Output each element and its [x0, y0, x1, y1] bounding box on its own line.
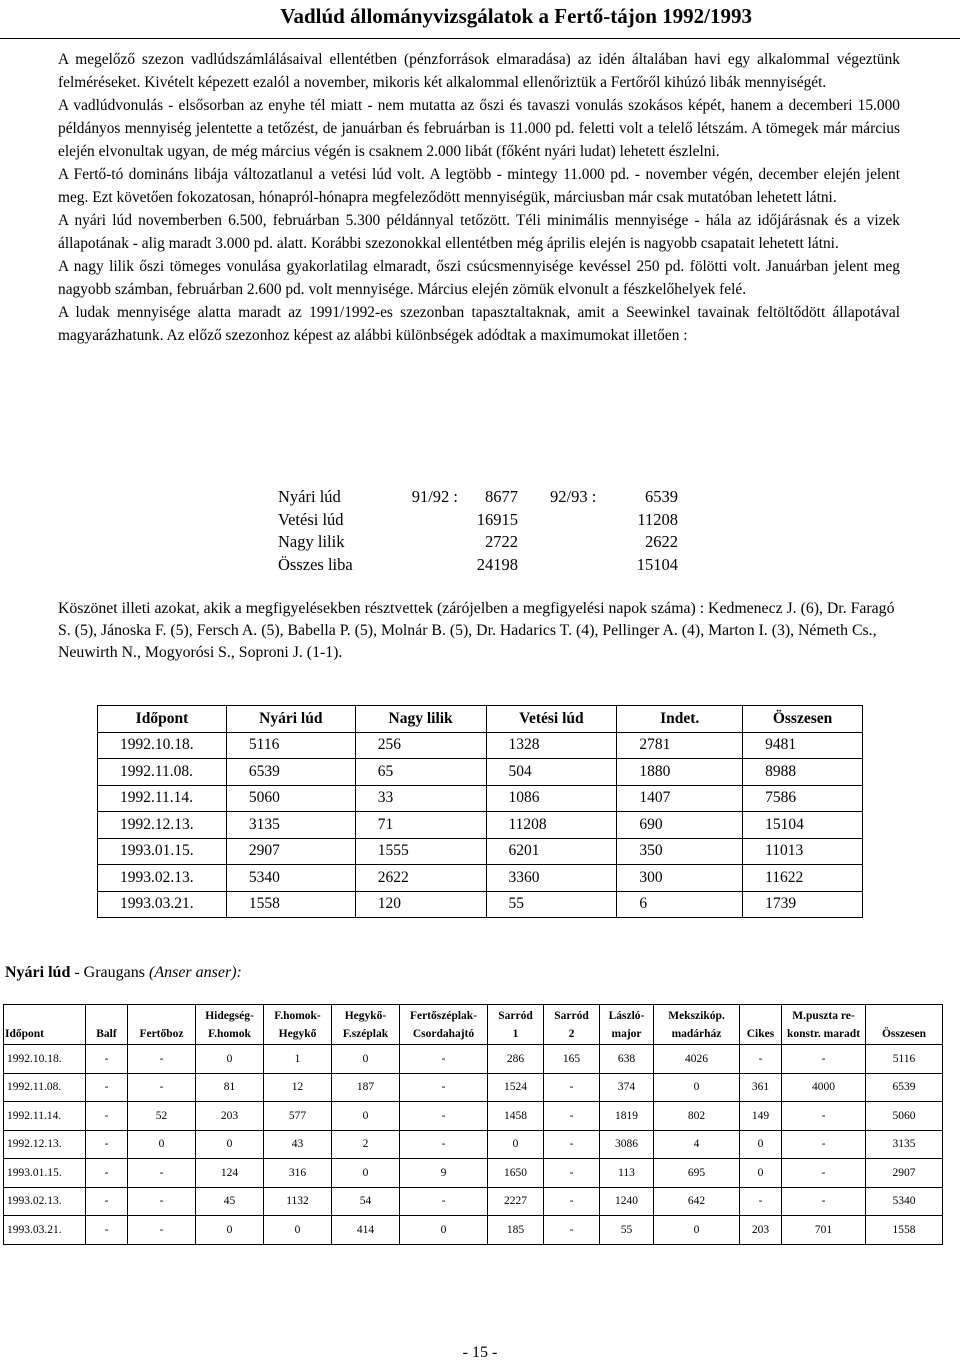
count-cell: 361 — [740, 1073, 782, 1102]
paragraph: A megelőző szezon vadlúdszámlálásaival ellentétben (pénzforrások elmaradása) az idén általában havi egy alkalommal végeztünk felméréseket. Kivételt képezett ezalól a november, mikoris két alkalommal ellenőriztük a Fertőről kihúzó libák mennyiségét. — [58, 51, 900, 91]
species-latin: (Anser anser): — [148, 964, 242, 981]
count-cell: 71 — [355, 812, 486, 839]
count-cell: - — [86, 1130, 128, 1159]
table-row — [4, 1045, 943, 1074]
count-cell: 149 — [740, 1102, 782, 1131]
count-cell: 316 — [264, 1159, 332, 1188]
column-header: Nagy lilik — [355, 706, 486, 733]
count-cell: 0 — [332, 1045, 400, 1074]
date-cell: 1993.01.15. — [4, 1159, 86, 1188]
count-cell: 577 — [264, 1102, 332, 1131]
count-cell: 256 — [355, 732, 486, 759]
species-german: - Graugans — [70, 964, 149, 981]
count-cell: - — [86, 1102, 128, 1131]
count-cell: - — [86, 1187, 128, 1216]
count-cell: 0 — [400, 1216, 488, 1245]
count-cell: 0 — [332, 1102, 400, 1131]
column-header: Sarród 1 — [488, 1005, 544, 1045]
paragraph: A Fertő-tó domináns libája változatlanul a vetési lúd volt. A legtöbb - mintegy 11.000 pd. - november végén, december elején jelent meg. Ezt követően fokozatosan, hónapról-hónapra megfeleződött mennyiségük, márciusban már csak mutatóban lehetett látni. — [58, 166, 900, 206]
column-header: László- major — [600, 1005, 654, 1045]
count-cell: 3086 — [600, 1130, 654, 1159]
table-row — [98, 785, 863, 812]
count-cell: 5060 — [226, 785, 355, 812]
date-cell: 1992.10.18. — [98, 732, 227, 759]
count-cell: 1086 — [486, 785, 617, 812]
date-cell: 1992.11.14. — [4, 1102, 86, 1131]
count-cell: - — [782, 1130, 866, 1159]
count-cell: 5116 — [866, 1045, 943, 1074]
column-header: Balf — [86, 1005, 128, 1045]
date-cell: 1992.10.18. — [4, 1045, 86, 1074]
count-cell: 2781 — [617, 732, 743, 759]
count-cell: 52 — [128, 1102, 196, 1131]
count-cell: - — [782, 1102, 866, 1131]
maximum-comparison — [278, 487, 698, 577]
count-cell: 0 — [740, 1159, 782, 1188]
date-cell: 1993.02.13. — [98, 865, 227, 892]
count-cell: - — [544, 1073, 600, 1102]
count-cell: 185 — [488, 1216, 544, 1245]
date-cell: 1992.12.13. — [4, 1130, 86, 1159]
count-cell: 1558 — [866, 1216, 943, 1245]
count-cell: - — [544, 1102, 600, 1131]
count-cell: - — [400, 1045, 488, 1074]
count-cell: - — [544, 1187, 600, 1216]
count-cell: 1328 — [486, 732, 617, 759]
count-cell: 2227 — [488, 1187, 544, 1216]
comparison-row — [278, 487, 698, 510]
count-cell: - — [400, 1073, 488, 1102]
count-cell: 642 — [654, 1187, 740, 1216]
count-cell: 187 — [332, 1073, 400, 1102]
count-cell: 300 — [617, 865, 743, 892]
count-cell: - — [400, 1130, 488, 1159]
table-header-row — [98, 706, 863, 733]
date-cell: 1993.01.15. — [98, 838, 227, 865]
column-header: Sarród 2 — [544, 1005, 600, 1045]
table-row — [98, 865, 863, 892]
count-cell: 1524 — [488, 1073, 544, 1102]
acknowledgements — [58, 598, 908, 664]
table-row — [4, 1073, 943, 1102]
count-cell: 4000 — [782, 1073, 866, 1102]
paragraph: A vadlúdvonulás - elsősorban az enyhe tél miatt - nem mutatta az őszi és tavaszi vonulás szokásos képét, hanem a decemberi 15.000 példányos mennyiség jelentette a tetőzést, de januárban és februárban is 11.000 pd. feletti volt a telelő létszám. A tömegek már március elején elvonultak ugyan, de még március végén is csaknem 2.000 libát (főként nyári ludat) lehetett észlelni. — [58, 97, 900, 160]
season-label: 92/93 : — [550, 487, 597, 506]
column-header: F.homok- Hegykő — [264, 1005, 332, 1045]
count-cell: 55 — [486, 891, 617, 918]
count-cell: 6201 — [486, 838, 617, 865]
table-row — [98, 812, 863, 839]
count-cell: 45 — [196, 1187, 264, 1216]
season-value: 8677 — [485, 487, 518, 506]
species-name: Összes liba — [278, 554, 353, 574]
count-cell: - — [128, 1187, 196, 1216]
count-cell: 4026 — [654, 1045, 740, 1074]
count-cell: 414 — [332, 1216, 400, 1245]
count-cell: 11013 — [743, 838, 863, 865]
column-header: Indet. — [617, 706, 743, 733]
count-cell: 504 — [486, 759, 617, 786]
count-cell: 6539 — [226, 759, 355, 786]
count-cell: 0 — [196, 1045, 264, 1074]
table-row — [4, 1102, 943, 1131]
date-cell: 1992.12.13. — [98, 812, 227, 839]
season-value: 2722 — [485, 532, 518, 551]
count-cell: 2907 — [866, 1159, 943, 1188]
count-cell: 1132 — [264, 1187, 332, 1216]
comparison-row — [278, 555, 698, 578]
count-cell: 0 — [196, 1216, 264, 1245]
count-cell: 9 — [400, 1159, 488, 1188]
table-row — [4, 1159, 943, 1188]
season-value: 24198 — [476, 554, 518, 574]
count-cell: 11208 — [486, 812, 617, 839]
count-cell: - — [128, 1073, 196, 1102]
count-cell: - — [86, 1159, 128, 1188]
column-header: Hegykő- F.széplak — [332, 1005, 400, 1045]
season-value: 15104 — [636, 554, 678, 574]
count-cell: 0 — [488, 1130, 544, 1159]
count-cell: 7586 — [743, 785, 863, 812]
season-value: 2622 — [645, 532, 678, 551]
count-cell: - — [400, 1187, 488, 1216]
count-cell: 0 — [654, 1216, 740, 1245]
column-header: Cikes — [740, 1005, 782, 1045]
date-cell: 1993.03.21. — [98, 891, 227, 918]
count-cell: 81 — [196, 1073, 264, 1102]
count-cell: 43 — [264, 1130, 332, 1159]
paragraph: Köszönet illeti azokat, akik a megfigyelésekben résztvettek (zárójelben a megfigyelési napok száma) : Kedmenecz J. (6), Dr. Faragó S. (5), Jánoska F. (5), Fersch A. (5), Babella P. (5), Molnár B. (5), Dr. Hadarics T. (4), Pellinger A. (4), Marton I. (3), Németh Cs., Neuwirth N., Mogyorósi S., Soproni J. (1-1). — [58, 600, 895, 661]
date-cell: 1992.11.08. — [4, 1073, 86, 1102]
paragraph: A nagy lilik őszi tömeges vonulása gyakorlatilag elmaradt, őszi csúcsmennyisége kevéssel 250 pd. fölötti volt. Januárban jelent meg nagyobb számban, februárban 2.600 pd. volt mennyisége. Március elején zömük elvonult a fészkelőhelyek felé. — [58, 258, 900, 298]
count-cell: 9481 — [743, 732, 863, 759]
count-cell: 2622 — [355, 865, 486, 892]
count-cell: 5060 — [866, 1102, 943, 1131]
count-cell: - — [128, 1216, 196, 1245]
date-cell: 1992.11.14. — [98, 785, 227, 812]
count-cell: 120 — [355, 891, 486, 918]
date-cell: 1993.02.13. — [4, 1187, 86, 1216]
season-value: 6539 — [645, 487, 678, 506]
page-title: Vadlúd állományvizsgálatok a Fertő-tájon 1992/1993 — [280, 4, 752, 28]
intro-text — [58, 48, 900, 347]
count-cell: 1880 — [617, 759, 743, 786]
column-header: Összesen — [743, 706, 863, 733]
count-cell: 203 — [196, 1102, 264, 1131]
totals-table — [97, 705, 863, 918]
column-header: Mekszikóp. madárház — [654, 1005, 740, 1045]
count-cell: 5340 — [226, 865, 355, 892]
count-cell: 0 — [264, 1216, 332, 1245]
count-cell: - — [86, 1045, 128, 1074]
count-cell: 1407 — [617, 785, 743, 812]
count-cell: 0 — [332, 1159, 400, 1188]
species-name: Nagy lilik — [278, 532, 345, 551]
count-cell: 6 — [617, 891, 743, 918]
count-cell: - — [544, 1130, 600, 1159]
count-cell: 12 — [264, 1073, 332, 1102]
count-cell: - — [128, 1045, 196, 1074]
count-cell: 701 — [782, 1216, 866, 1245]
species-name: Nyári lúd — [5, 964, 71, 981]
column-header: Nyári lúd — [226, 706, 355, 733]
count-cell: 65 — [355, 759, 486, 786]
count-cell: 15104 — [743, 812, 863, 839]
count-cell: - — [782, 1045, 866, 1074]
species-name: Nyári lúd — [278, 487, 341, 506]
table-row — [4, 1130, 943, 1159]
count-cell: 0 — [196, 1130, 264, 1159]
count-cell: 33 — [355, 785, 486, 812]
column-header: Hidegség- F.homok — [196, 1005, 264, 1045]
table-row — [98, 838, 863, 865]
count-cell: - — [86, 1073, 128, 1102]
count-cell: - — [544, 1216, 600, 1245]
count-cell: 54 — [332, 1187, 400, 1216]
comparison-row — [278, 510, 698, 533]
count-cell: 113 — [600, 1159, 654, 1188]
page-header — [0, 2, 960, 39]
date-cell: 1992.11.08. — [98, 759, 227, 786]
count-cell: 374 — [600, 1073, 654, 1102]
paragraph: A nyári lúd novemberben 6.500, februárban 5.300 példánnyal tetőzött. Téli minimális mennyisége - hála az időjárásnak és a vizek állapotának - alig maradt 3.000 pd. alatt. Korábbi szezonokkal ellentétben még április elején is nagyobb csapatait lehetett látni. — [58, 212, 900, 252]
count-cell: 1819 — [600, 1102, 654, 1131]
count-cell: 1 — [264, 1045, 332, 1074]
species-heading — [5, 964, 242, 982]
count-cell: 8988 — [743, 759, 863, 786]
count-cell: 11622 — [743, 865, 863, 892]
count-cell: 638 — [600, 1045, 654, 1074]
count-cell: - — [86, 1216, 128, 1245]
count-cell: 2907 — [226, 838, 355, 865]
count-cell: - — [740, 1045, 782, 1074]
season-value: 11208 — [637, 509, 678, 529]
table-header-row — [4, 1005, 943, 1045]
comparison-row — [278, 532, 698, 555]
count-cell: - — [782, 1187, 866, 1216]
column-header: Összesen — [866, 1005, 943, 1045]
count-cell: 5116 — [226, 732, 355, 759]
count-cell: 124 — [196, 1159, 264, 1188]
column-header: M.puszta re- konstr. maradt — [782, 1005, 866, 1045]
date-cell: 1993.03.21. — [4, 1216, 86, 1245]
count-cell: 286 — [488, 1045, 544, 1074]
column-header: Időpont — [4, 1005, 86, 1045]
table-row — [98, 891, 863, 918]
species-name: Vetési lúd — [278, 509, 344, 529]
count-cell: 3360 — [486, 865, 617, 892]
count-cell: 203 — [740, 1216, 782, 1245]
table-row — [4, 1187, 943, 1216]
column-header: Vetési lúd — [486, 706, 617, 733]
count-cell: 6539 — [866, 1073, 943, 1102]
site-table — [3, 1004, 943, 1245]
count-cell: - — [782, 1159, 866, 1188]
count-cell: 5340 — [866, 1187, 943, 1216]
paragraph: A ludak mennyisége alatta maradt az 1991/1992-es szezonban tapasztaltaknak, amit a Seewinkel tavainak feltöltődött állapotával magyarázhatunk. Az előző szezonhoz képest az alábbi különbségek adódtak a maximumokat illetően : — [58, 304, 900, 344]
count-cell: 802 — [654, 1102, 740, 1131]
column-header: Fertőboz — [128, 1005, 196, 1045]
table-row — [4, 1216, 943, 1245]
season-label: 91/92 : — [411, 487, 458, 506]
count-cell: 690 — [617, 812, 743, 839]
count-cell: 0 — [128, 1130, 196, 1159]
count-cell: 1458 — [488, 1102, 544, 1131]
count-cell: 4 — [654, 1130, 740, 1159]
column-header: Fertőszéplak- Csordahajtó — [400, 1005, 488, 1045]
count-cell: - — [544, 1159, 600, 1188]
count-cell: 0 — [740, 1130, 782, 1159]
count-cell: 3135 — [866, 1130, 943, 1159]
count-cell: 1739 — [743, 891, 863, 918]
count-cell: 1555 — [355, 838, 486, 865]
count-cell: 165 — [544, 1045, 600, 1074]
count-cell: 55 — [600, 1216, 654, 1245]
column-header: Időpont — [98, 706, 227, 733]
count-cell: 1558 — [226, 891, 355, 918]
count-cell: 2 — [332, 1130, 400, 1159]
count-cell: 1240 — [600, 1187, 654, 1216]
page-number: - 15 - — [462, 1344, 498, 1361]
count-cell: 695 — [654, 1159, 740, 1188]
table-row — [98, 732, 863, 759]
count-cell: 0 — [654, 1073, 740, 1102]
count-cell: 3135 — [226, 812, 355, 839]
season-value: 16915 — [476, 509, 518, 529]
count-cell: 350 — [617, 838, 743, 865]
count-cell: - — [128, 1159, 196, 1188]
count-cell: - — [740, 1187, 782, 1216]
table-row — [98, 759, 863, 786]
count-cell: - — [400, 1102, 488, 1131]
count-cell: 1650 — [488, 1159, 544, 1188]
